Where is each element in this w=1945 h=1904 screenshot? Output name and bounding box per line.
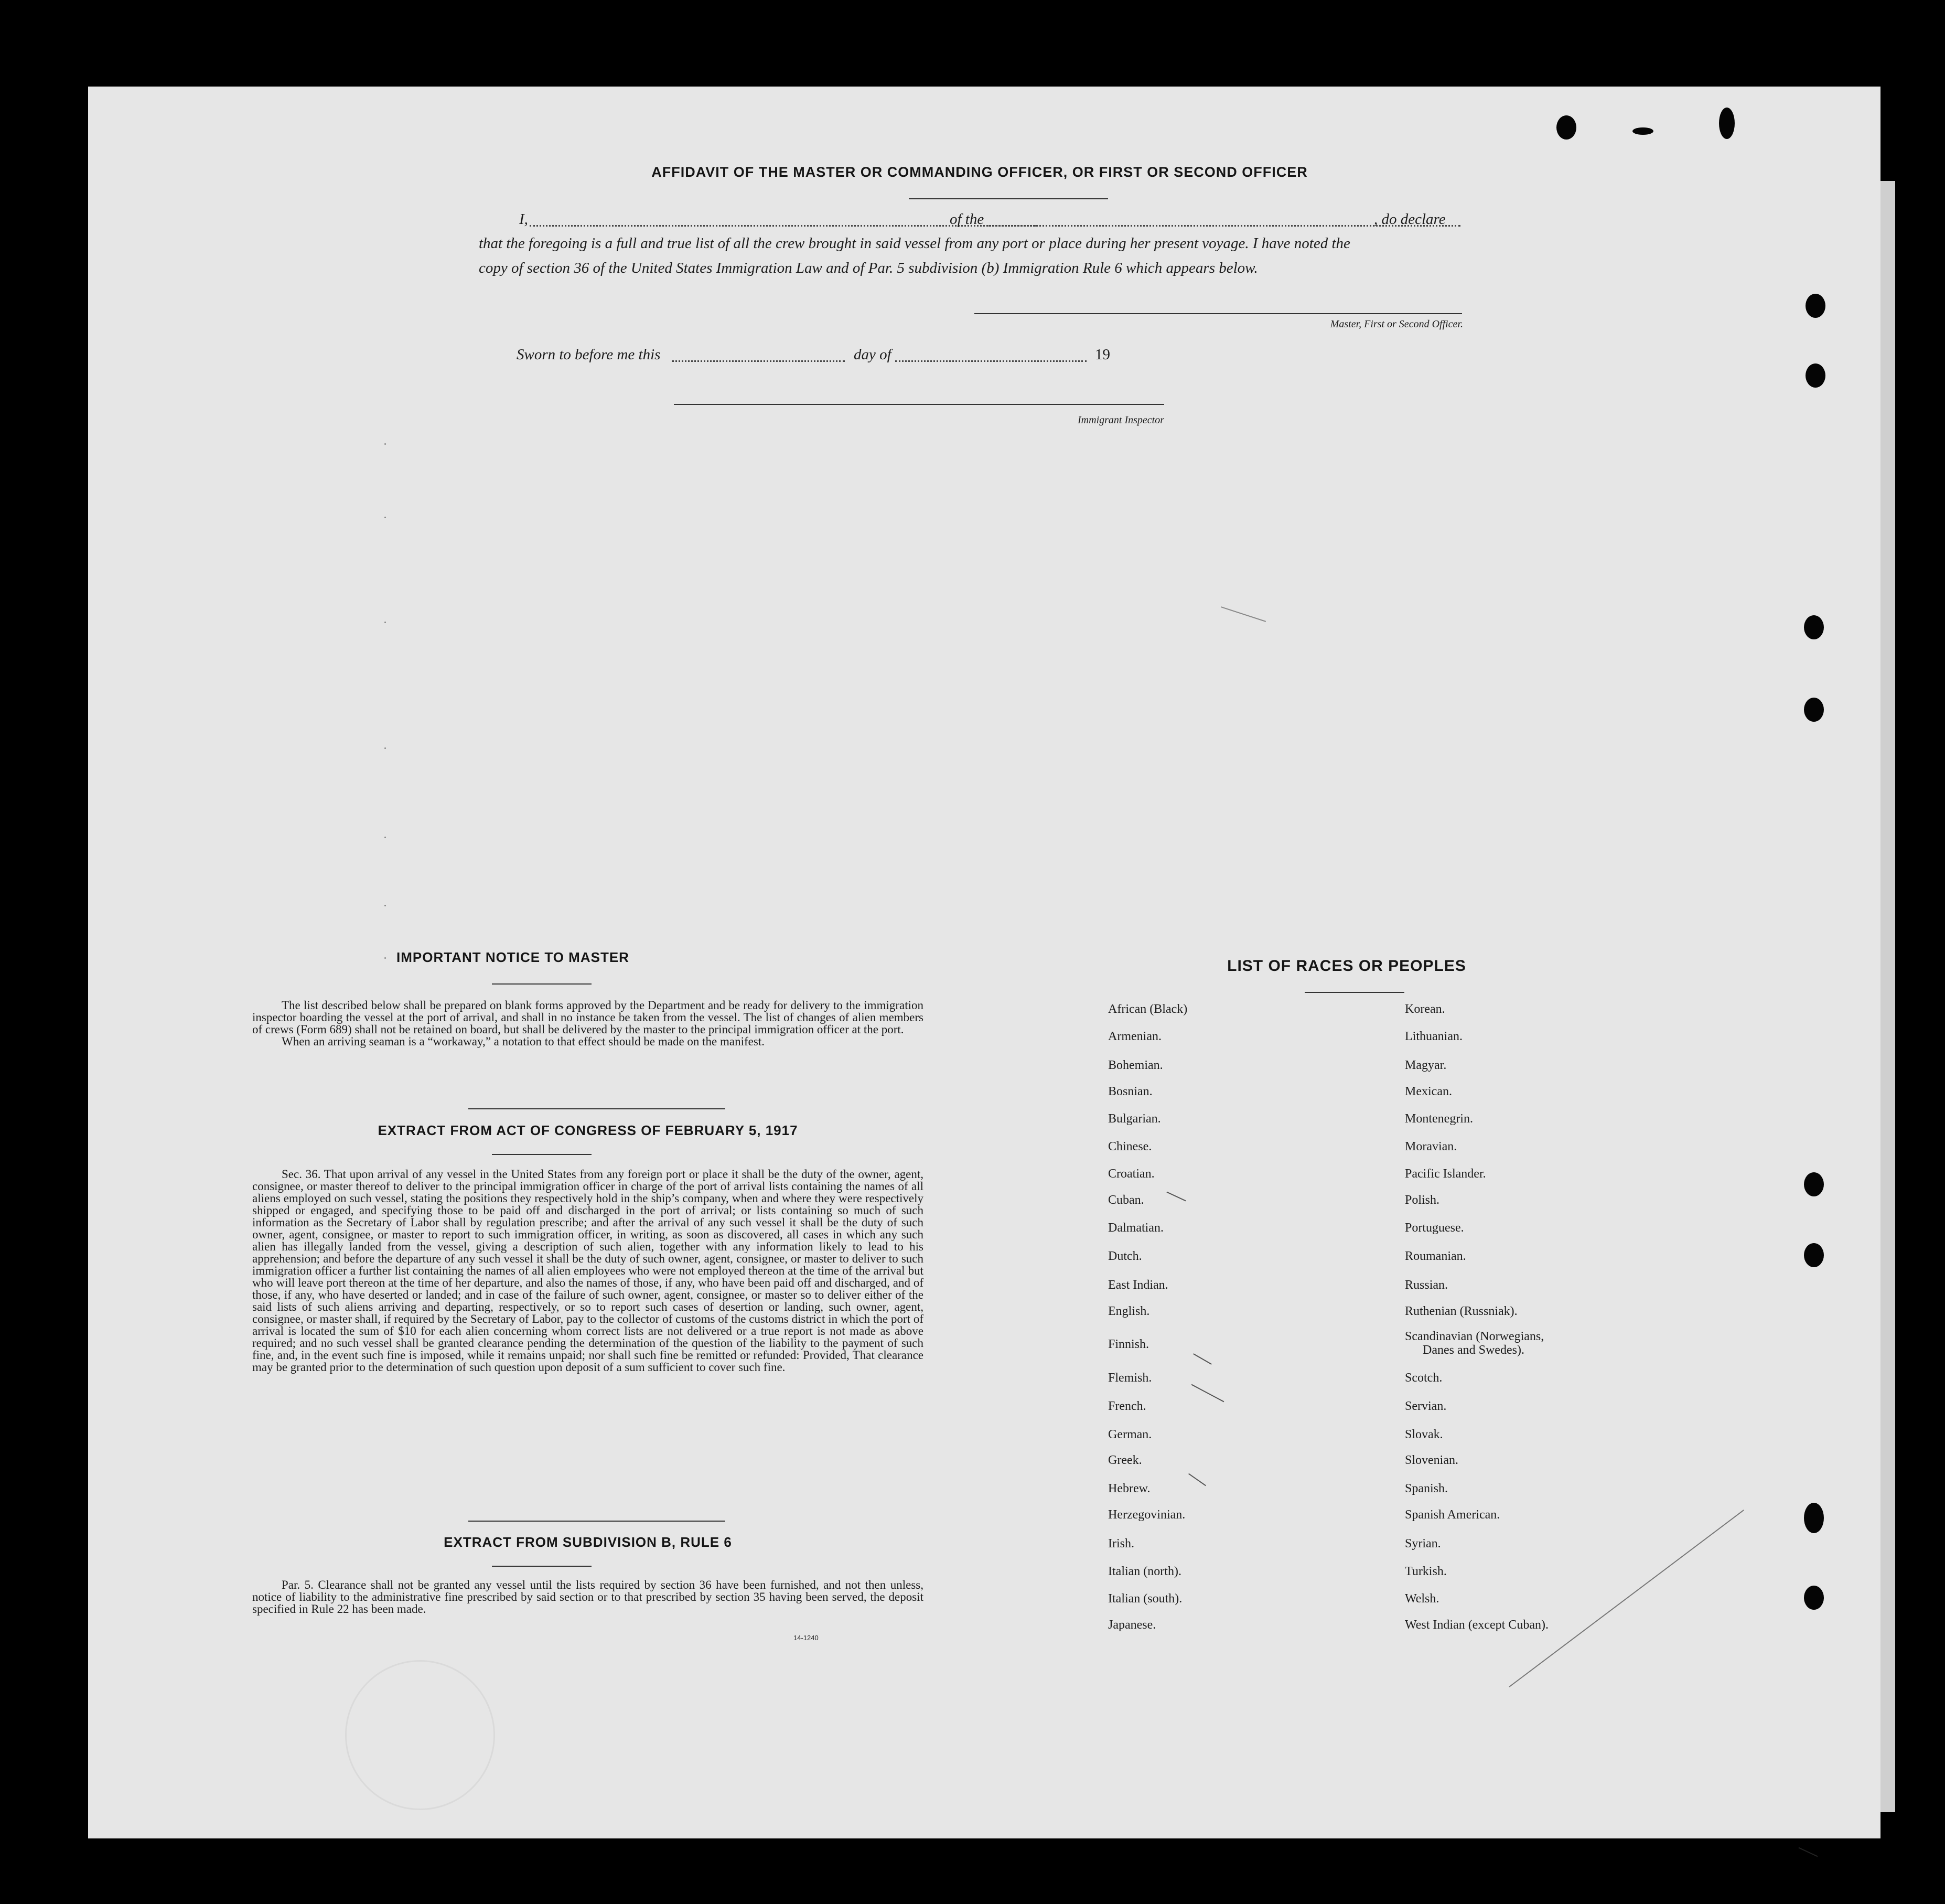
diagonal-pencil-line — [1509, 1510, 1744, 1687]
divider — [1305, 992, 1404, 993]
race-item: Syrian. — [1405, 1537, 1441, 1550]
race-item: Roumanian. — [1405, 1249, 1466, 1263]
race-item: Irish. — [1108, 1537, 1134, 1550]
notice-body — [252, 999, 923, 1047]
race-item: German. — [1108, 1428, 1152, 1441]
sworn-month-line — [895, 360, 1087, 362]
pencil-mark — [1798, 1847, 1818, 1857]
punch-hole — [1804, 615, 1824, 639]
document-page — [88, 87, 1880, 1838]
inspector-signature-line — [674, 404, 1164, 405]
notice-title: IMPORTANT NOTICE TO MASTER — [396, 949, 629, 965]
extract-rule-title: EXTRACT FROM SUBDIVISION B, RULE 6 — [444, 1534, 732, 1550]
race-item: Dutch. — [1108, 1249, 1142, 1263]
race-item: Mexican. — [1405, 1085, 1452, 1098]
divider — [468, 1521, 725, 1522]
race-item: Ruthenian (Russniak). — [1405, 1304, 1518, 1318]
race-item: Magyar. — [1405, 1058, 1447, 1072]
bleed-mark — [384, 837, 386, 838]
extract-act-title: EXTRACT FROM ACT OF CONGRESS OF FEBRUARY 5, 1917 — [378, 1122, 798, 1138]
race-item: Bulgarian. — [1108, 1112, 1161, 1126]
race-item: Chinese. — [1108, 1140, 1152, 1153]
sworn-day-line — [672, 360, 845, 362]
divider — [468, 1108, 725, 1109]
sworn-label: Sworn to before me this — [517, 346, 661, 363]
punch-hole — [1804, 1503, 1824, 1533]
race-item: Danes and Swedes). — [1423, 1343, 1524, 1357]
race-item: English. — [1108, 1304, 1150, 1318]
race-item: Scandinavian (Norwegians, — [1405, 1330, 1544, 1343]
divider — [492, 1154, 592, 1155]
notice-paragraph: When an arriving seaman is a “workaway,” a notation to that effect should be made on the manifest. — [282, 1035, 765, 1048]
pencil-mark — [1166, 1192, 1186, 1202]
race-item: Spanish American. — [1405, 1508, 1500, 1522]
extract-act-text: Sec. 36. That upon arrival of any vessel in the United States from any foreign port or place it shall be the duty of the owner, agent, consignee, or master thereof to deliver to the principal immigration officer in charge of the port of arrival lists containing the names of all aliens employed on such vessel, stating the positions they respectively hold in the ship’s company, when and where they were respectively shipped or engaged, and specifying those to be paid off and discharged in the port of arrival; or lists containing so much of such information as the Secretary of Labor shall by regulation prescribe; and after the arrival of any such vessel it shall be the duty of such owner, agent, consignee, or master to report to such immigration officer, in writing, as soon as discovered, all cases in which any such alien has illegally landed from the vessel, giving a description of such alien, together with any information likely to lead to his apprehension; and before the departure of any such vessel it shall be the duty of such owner, agent, consignee, or master to deliver to such immigration officer a further list containing the names of all alien employees who were not employed thereon at the time of the arrival but who will leave port thereon at the time of her departure, and also the names of those, if any, who have been paid off and discharged, and of those, if any, who have deserted or landed; and in case of the failure of such owner, agent, consignee, or master so to deliver either of the said lists of such aliens arriving and departing, respectively, or so to report such cases of desertion or landing, such owner, agent, consignee, or master shall, if required by the Secretary of Labor, pay to the collector of customs of the customs district in which the port of arrival is located the sum of $10 for each alien concerning whom correct lists are not delivered or a true report is not made as above required; and no such vessel shall be granted clearance pending the determination of the question of the liability to the payment of such fine, and, in the event such fine is imposed, while it remains unpaid; nor shall such fine be remitted or refunded: Provided, That clearance may be granted prior to the determination of such question upon deposit of a sum sufficient to cover such fine. — [252, 1168, 923, 1374]
punch-hole — [1804, 1586, 1824, 1610]
extract-act-body — [252, 1168, 923, 1373]
race-item: Dalmatian. — [1108, 1221, 1164, 1235]
bleed-mark — [384, 443, 386, 445]
punch-hole — [1804, 698, 1824, 722]
embossed-seal — [345, 1660, 495, 1810]
pencil-mark — [1188, 1473, 1206, 1486]
race-item: Portuguese. — [1405, 1221, 1464, 1235]
bleed-mark — [384, 517, 386, 518]
punch-hole — [1804, 1243, 1824, 1267]
bleed-mark — [384, 905, 386, 906]
punch-hole — [1806, 294, 1825, 318]
race-item: Pacific Islander. — [1405, 1167, 1486, 1181]
affidavit-line-3: copy of section 36 of the United States Immigration Law and of Par. 5 subdivision (b) Immigration Rule 6 which appears below. — [479, 260, 1258, 276]
pencil-mark — [1193, 1353, 1212, 1365]
day-of-label: day of — [854, 346, 891, 363]
race-item: Bohemian. — [1108, 1058, 1163, 1072]
race-item: African (Black) — [1108, 1002, 1188, 1016]
divider — [492, 983, 592, 985]
divider — [909, 198, 1108, 199]
races-title: LIST OF RACES OR PEOPLES — [1227, 957, 1466, 975]
bleed-mark — [384, 747, 386, 749]
race-item: Hebrew. — [1108, 1482, 1151, 1495]
race-item: Armenian. — [1108, 1030, 1162, 1043]
pencil-mark — [1191, 1384, 1224, 1403]
race-item: Greek. — [1108, 1453, 1142, 1467]
signature-label: Master, First or Second Officer. — [1330, 318, 1463, 330]
race-item: Moravian. — [1405, 1140, 1457, 1153]
race-item: Korean. — [1405, 1002, 1445, 1016]
inspector-label: Immigrant Inspector — [1078, 414, 1164, 426]
affidavit-of-the-label: of the — [950, 211, 984, 228]
punch-hole — [1806, 363, 1825, 388]
punch-hole — [1804, 1172, 1824, 1196]
bleed-mark — [384, 622, 386, 623]
race-item: Servian. — [1405, 1399, 1447, 1413]
race-item: Turkish. — [1405, 1565, 1447, 1578]
race-item: Welsh. — [1405, 1592, 1439, 1606]
race-item: French. — [1108, 1399, 1146, 1413]
race-item: Polish. — [1405, 1193, 1440, 1207]
race-item: Croatian. — [1108, 1167, 1155, 1181]
race-item: Herzegovinian. — [1108, 1508, 1186, 1522]
affidavit-line-2: that the foregoing is a full and true list of all the crew brought in said vessel from any port or place during her present voyage. I have noted the — [479, 235, 1350, 252]
race-item: Lithuanian. — [1405, 1030, 1463, 1043]
punch-hole — [1556, 115, 1576, 140]
pencil-mark — [1221, 606, 1266, 622]
race-item: Slovenian. — [1405, 1453, 1458, 1467]
race-item: Montenegrin. — [1405, 1112, 1473, 1126]
year-label: 19 — [1095, 346, 1110, 363]
notice-paragraph: The list described below shall be prepared on blank forms approved by the Department and be ready for delivery to the immigration inspector boarding the vessel at the port of arrival, and shall in no instance be taken from the vessel. The list of changes of alien members of crews (Form 689) shall not be retained on board, but shall be delivered by the master to the principal immigration officer at the port. — [252, 999, 923, 1036]
race-item: Cuban. — [1108, 1193, 1144, 1207]
race-item: Flemish. — [1108, 1371, 1152, 1385]
divider — [492, 1566, 592, 1567]
affidavit-declare-label: , do declare — [1374, 211, 1446, 228]
punch-hole — [1719, 108, 1735, 139]
race-item: Finnish. — [1108, 1338, 1149, 1351]
race-item: Spanish. — [1405, 1482, 1448, 1495]
signature-line — [974, 313, 1462, 314]
race-item: Italian (south). — [1108, 1592, 1183, 1606]
race-item: Japanese. — [1108, 1618, 1156, 1632]
affidavit-i-label: I, — [519, 211, 528, 228]
punch-hole — [1632, 127, 1653, 135]
affidavit-title: AFFIDAVIT OF THE MASTER OR COMMANDING OFFICER, OR FIRST OR SECOND OFFICER — [651, 164, 1308, 180]
race-item: Scotch. — [1405, 1371, 1443, 1385]
race-item: West Indian (except Cuban). — [1405, 1618, 1549, 1632]
race-item: Italian (north). — [1108, 1565, 1181, 1578]
race-item: Slovak. — [1405, 1428, 1443, 1441]
race-item: Russian. — [1405, 1278, 1448, 1292]
page-edge — [1880, 181, 1895, 1812]
race-item: East Indian. — [1108, 1278, 1168, 1292]
form-number: 14-1240 — [793, 1634, 819, 1642]
race-item: Bosnian. — [1108, 1085, 1153, 1098]
extract-rule-body — [252, 1579, 923, 1615]
extract-rule-text: Par. 5. Clearance shall not be granted any vessel until the lists required by section 36 have been furnished, and not then unless, notice of liability to the administrative fine prescribed by said section or to that prescribed by section 35 having been served, the deposit specified in Rule 22 has been made. — [252, 1578, 923, 1616]
